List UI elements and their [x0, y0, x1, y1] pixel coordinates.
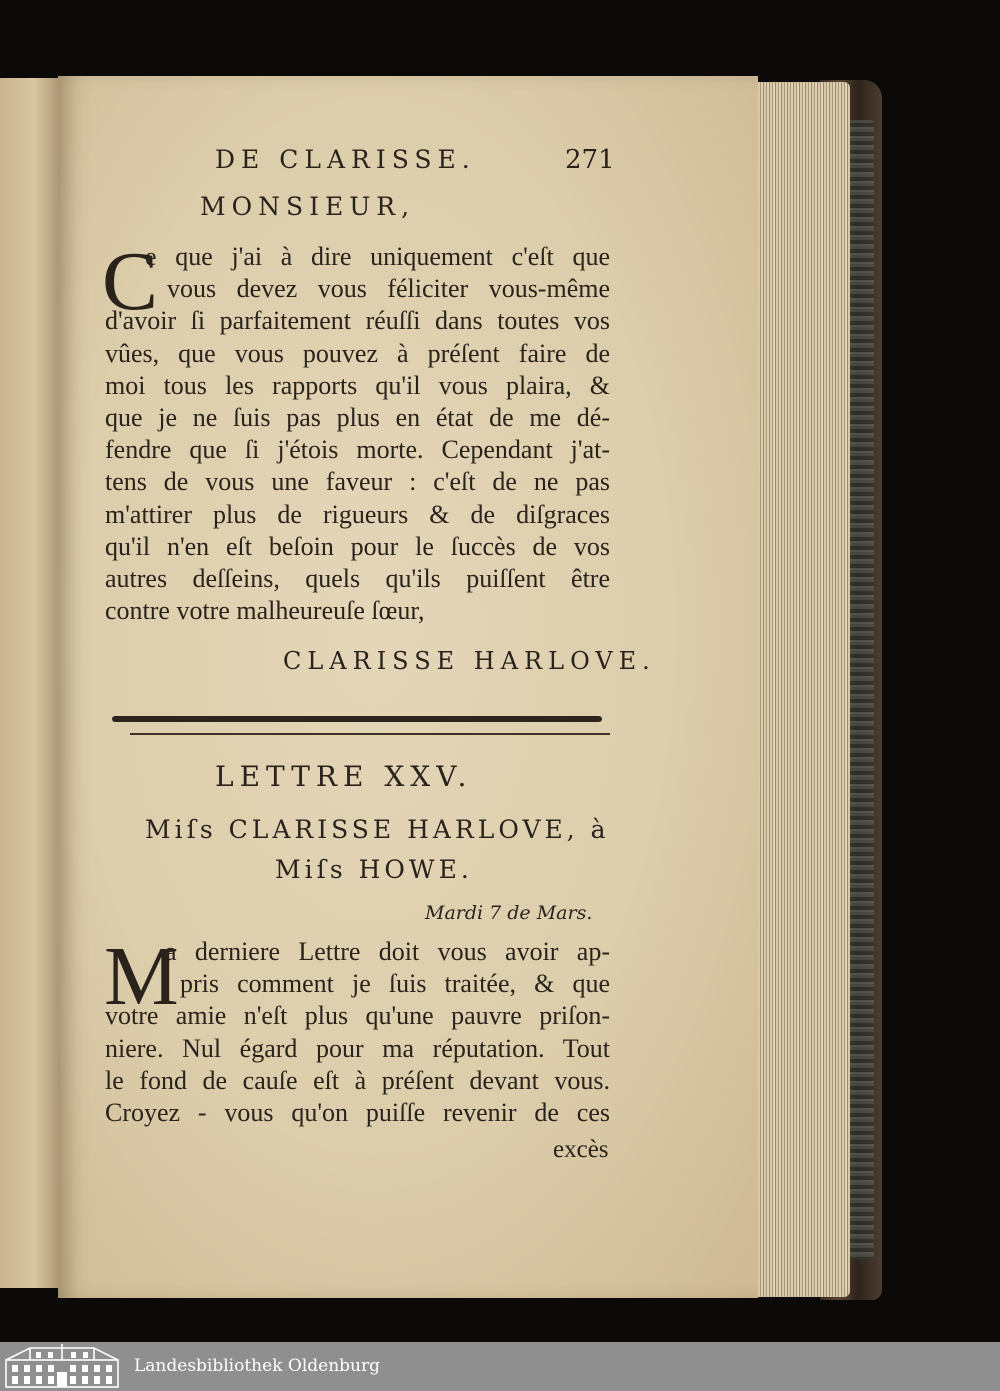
institution-name: Landesbibliothek Oldenburg	[134, 1356, 381, 1376]
catch-word: excès	[553, 1136, 609, 1163]
text-line: niere. Nul égard pour ma réputation. Tout	[105, 1033, 610, 1063]
text-line: qu'il n'en eſt beſoin pour le ſuccès de vos	[105, 531, 610, 561]
text-line: contre votre malheureuſe ſœur,	[105, 596, 425, 626]
text-line: votre amie n'eſt plus qu'une pauvre priſon-	[105, 1001, 610, 1031]
text-line: tens de vous une faveur : c'eſt de ne pas	[105, 467, 610, 497]
text-line: fendre que ſi j'étois morte. Cependant j'at-	[105, 435, 610, 465]
dropcap-second-letter: M	[104, 930, 179, 1023]
section-rule	[112, 716, 602, 722]
text-line: a derniere Lettre doit vous avoir ap-	[165, 937, 610, 966]
library-building-icon	[0, 1342, 124, 1391]
text-line: d'avoir ſi parfaitement réuſſi dans toutes vos	[105, 306, 610, 336]
letter-title: LETTRE XXV.	[215, 760, 473, 793]
dropcap-first-letter: C	[102, 235, 159, 328]
letter-date: Mardi 7 de Mars.	[425, 902, 593, 924]
footer-bar	[0, 1342, 1000, 1391]
text-line: autres deſſeins, quels qu'ils puiſſent être	[105, 563, 610, 593]
salutation: MONSIEUR,	[200, 192, 416, 221]
first-letter-body	[105, 241, 610, 627]
running-head: DE CLARISSE.	[215, 145, 476, 174]
text-line: m'attirer plus de rigueurs & de diſgraces	[105, 499, 610, 529]
page-number: 271	[565, 145, 615, 175]
section-rule-thin	[130, 733, 610, 735]
facing-page-sliver	[0, 78, 62, 1288]
text-line: pris comment je ſuis traitée, & que	[180, 969, 610, 999]
text-line: moi tous les rapports qu'il vous plaira, &	[105, 370, 610, 400]
text-line: e que j'ai à dire uniquement c'eſt que	[145, 242, 610, 271]
text-line: Croyez - vous qu'on puiſſe revenir de ces	[105, 1097, 610, 1127]
text-line: vûes, que vous pouvez à préſent faire de	[105, 338, 610, 368]
addressee-line-2: Miſs HOWE.	[275, 855, 473, 884]
addressee-line-1: Miſs CLARISSE HARLOVE, à	[145, 815, 610, 844]
text-line: que je ne ſuis pas plus en état de me dé-	[105, 402, 610, 432]
signature: CLARISSE HARLOVE.	[283, 647, 656, 675]
second-letter-body	[104, 930, 610, 1129]
text-line: le fond de cauſe eſt à préſent devant vous.	[105, 1065, 610, 1095]
text-line: vous devez vous féliciter vous-même	[167, 274, 610, 304]
